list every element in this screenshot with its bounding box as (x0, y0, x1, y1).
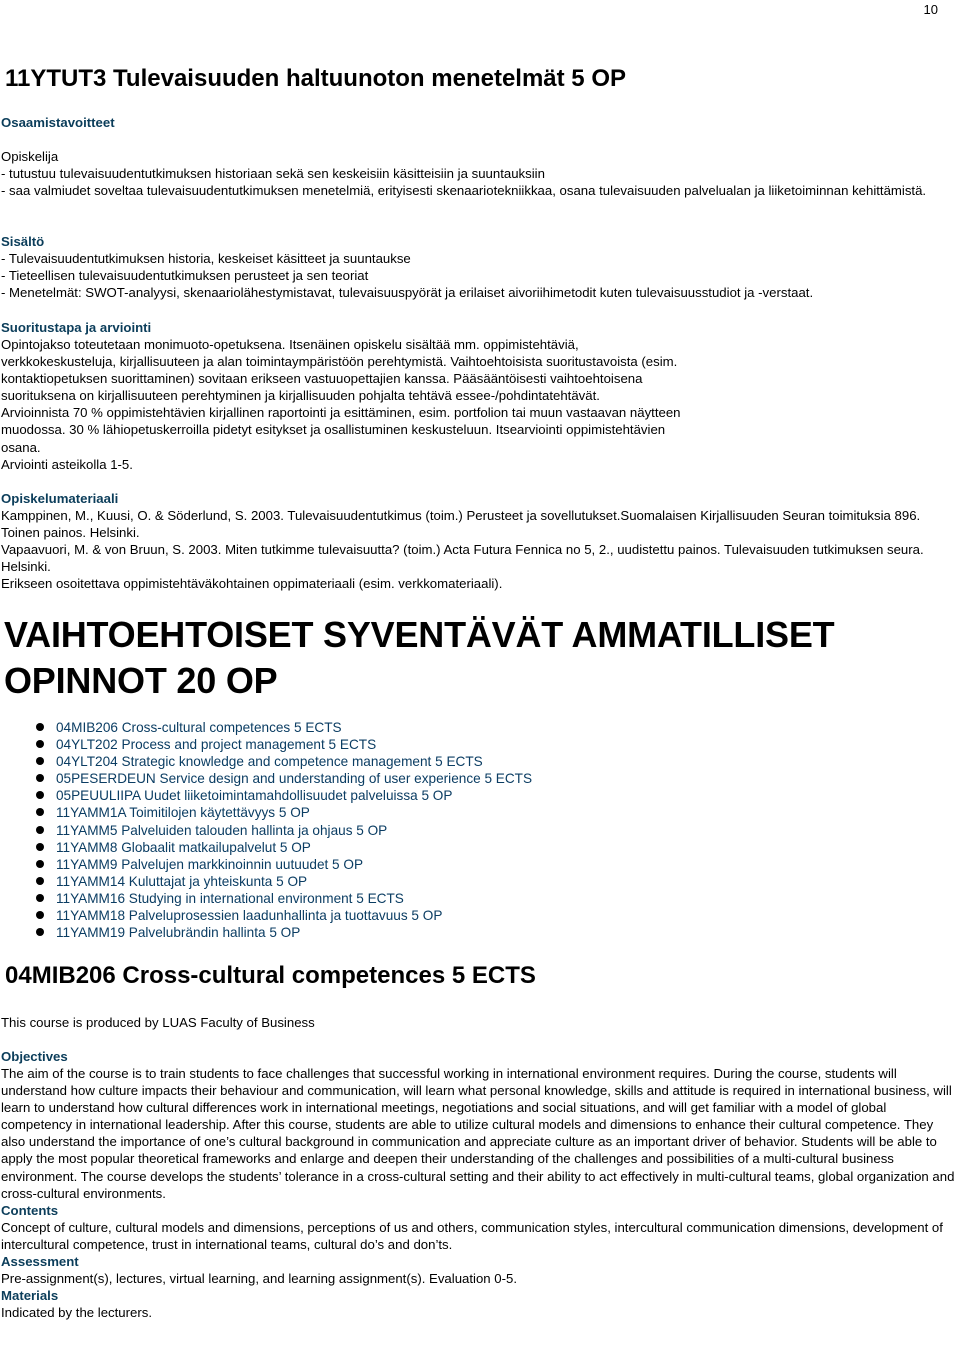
page-number: 10 (923, 2, 938, 17)
assessment-text: Pre-assignment(s), lectures, virtual learning, and learning assignment(s). Evaluation 0-5. (1, 1270, 518, 1286)
course-link[interactable]: 11YAMM9 Palvelujen markkinoinnin uutuudet 5 OP (56, 856, 364, 872)
list-item (56, 804, 532, 821)
materials-item: Vapaavuori, M. & von Bruun, S. 2003. Miten tutkimme tulevaisuutta? (toim.) Acta Futura Fennica no 5, 2., uudistettu painos. Tulevaisuuden tutkimuksen seura. Helsinki. (1, 542, 924, 575)
list-item (56, 839, 532, 856)
assessment-heading: Assessment (1, 1253, 79, 1269)
list-item (56, 719, 532, 736)
producer-text: This course is produced by LUAS Faculty of Business (1, 1015, 315, 1030)
materials-text: Indicated by the lecturers. (1, 1305, 153, 1321)
content-line: - Tieteellisen tulevaisuudentutkimuksen perusteet ja sen teoriat (1, 268, 369, 284)
course-link[interactable]: 11YAMM1A Toimitilojen käytettävyys 5 OP (56, 805, 310, 821)
course-link[interactable]: 11YAMM14 Kuluttajat ja yhteiskunta 5 OP (56, 873, 308, 889)
bullet-icon (36, 740, 44, 748)
bullet-icon (36, 877, 44, 885)
contents-heading: Contents (1, 1202, 59, 1218)
objectives-section (1, 114, 957, 199)
bullet-icon (36, 774, 44, 782)
assessment-line: Arviointi asteikolla 1-5. (1, 456, 133, 472)
course-link[interactable]: 11YAMM5 Palveluiden talouden hallinta ja ohjaus 5 OP (56, 822, 388, 838)
bullet-icon (36, 894, 44, 902)
bullet-icon (36, 911, 44, 919)
course-link[interactable]: 11YAMM19 Palvelubrändin hallinta 5 OP (56, 925, 301, 941)
bullet-icon (36, 860, 44, 868)
course-link[interactable]: 04MIB206 Cross-cultural competences 5 ECTS (56, 720, 342, 735)
content-line: - Tulevaisuudentutkimuksen historia, keskeiset käsitteet ja suuntaukse (1, 251, 411, 266)
objectives-heading: Objectives (1, 1049, 68, 1064)
course-title: 11YTUT3 Tulevaisuuden haltuunoton menetelmät 5 OP (5, 65, 626, 92)
list-item (56, 924, 532, 941)
bullet-icon (36, 723, 44, 731)
materials-heading: Materials (1, 1288, 59, 1304)
producer-note (1, 1014, 957, 1031)
course2-details (1, 1048, 957, 1321)
content-heading: Sisältö (1, 234, 45, 249)
bullet-icon (36, 928, 44, 936)
list-item (56, 856, 532, 873)
assessment-section (1, 319, 957, 473)
list-item (56, 822, 532, 839)
assessment-line: osana. (1, 439, 41, 455)
assessment-line: Opintojakso toteutetaan monimuoto-opetuksena. Itsenäinen opiskelu sisältää mm. oppimistehtäviä, (1, 337, 579, 352)
course-link[interactable]: 05PESERDEUN Service design and understanding of user experience 5 ECTS (56, 771, 533, 787)
list-item (56, 787, 532, 804)
contents-text: Concept of culture, cultural models and dimensions, perceptions of us and others, communication styles, intercultural communication dimensions, development of intercultural competence, trust in international teams, cultural do’s and don’ts. (1, 1219, 943, 1252)
bullet-icon (36, 791, 44, 799)
course-link[interactable]: 11YAMM8 Globaalit matkailupalvelut 5 OP (56, 839, 311, 855)
materials-item: Erikseen osoitettava oppimistehtäväkohtainen oppimateriaali (esim. verkkomateriaali). (1, 576, 503, 592)
content-line: - Menetelmät: SWOT-analyysi, skenaariolähestymistavat, tulevaisuuspyörät ja erilaiset aivoriihimetodit kuten tulevaisuusstudiot ja -verstaat. (1, 285, 814, 301)
list-item (56, 753, 532, 770)
objectives-line: Opiskelija (1, 149, 59, 164)
objectives-line: - tutustuu tulevaisuudentutkimuksen historiaan sekä sen keskeisiin käsitteisiin ja suuntauksiin (1, 166, 545, 182)
assessment-line: kontaktiopetuksen suorittaminen) sovitaan erikseen vastuuopettajien kanssa. Pääsääntöisesti vaihtoehtoisena (1, 371, 643, 387)
list-item (56, 770, 532, 787)
course-link[interactable]: 11YAMM16 Studying in international environment 5 ECTS (56, 890, 404, 906)
course-link-list (0, 719, 532, 941)
materials-heading: Opiskelumateriaali (1, 491, 119, 506)
course-link[interactable]: 04YLT202 Process and project management 5 ECTS (56, 737, 377, 753)
bullet-icon (36, 843, 44, 851)
list-item (56, 873, 532, 890)
course-link[interactable]: 11YAMM18 Palveluprosessien laadunhallinta ja tuottavuus 5 OP (56, 908, 443, 924)
assessment-line: muodossa. 30 % lähiopetuskerroilla pidetyt esitykset ja osallistuminen keskusteluun. Itsearviointi oppimistehtävien (1, 422, 666, 438)
assessment-line: suorituksena on kirjallisuuteen perehtyminen ja kirjallisuuden pohjalta tehtävä essee-/pohdintatehtävät. (1, 388, 600, 404)
assessment-heading: Suoritustapa ja arviointi (1, 320, 152, 335)
assessment-line: Arvioinnista 70 % oppimistehtävien kirjallinen raportointi ja esittäminen, esim. portfolion tai muun vastaavan näytteen (1, 405, 681, 421)
materials-item: Kamppinen, M., Kuusi, O. & Söderlund, S. 2003. Tulevaisuudentutkimus (toim.) Perusteet ja sovellutukset.Suomalaisen Kirjallisuuden Seuran toimituksia 896. Toinen painos. Helsinki. (1, 508, 921, 541)
content-section (1, 233, 957, 301)
bullet-icon (36, 826, 44, 834)
section-title: VAIHTOEHTOISET SYVENTÄVÄT AMMATILLISET OPINNOT 20 OP (4, 614, 835, 701)
objectives-line: - saa valmiudet soveltaa tulevaisuudentutkimuksen menetelmiä, erityisesti skenaariotekniikkaa, osana tulevaisuuden palvelualan ja liiketoiminnan kehittämistä. (1, 183, 927, 199)
materials-section (1, 490, 957, 592)
bullet-icon (36, 757, 44, 765)
assessment-line: verkkokeskusteluja, kirjallisuuteen ja alan toimintaympäristöön perehtymistä. Vaihtoehtoisista suoritustavoista (esim. (1, 354, 678, 370)
list-item (56, 890, 532, 907)
list-item (56, 907, 532, 924)
list-item (56, 736, 532, 753)
bullet-icon (36, 808, 44, 816)
course-link[interactable]: 04YLT204 Strategic knowledge and competence management 5 ECTS (56, 754, 483, 770)
objectives-heading: Osaamistavoitteet (1, 115, 115, 130)
course-link[interactable]: 05PEUULIIPA Uudet liiketoimintamahdollisuudet palveluissa 5 OP (56, 788, 453, 804)
course-title: 04MIB206 Cross-cultural competences 5 ECTS (5, 962, 536, 989)
objectives-text: The aim of the course is to train students to face challenges that successful working in international environment requires. During the course, students will understand how culture impacts their behaviour and communication, will learn what personal knowledge, skills and attitude is required in international business, will learn to understand how cultural differences work in international meetings, negotiations and social situations, and will get familiar with a model of global competency in international leadership. After this course, students are able to utilize cultural models and dimensions to enhance their cultural competence. They also understand the importance of one’s cultural background in communication and appreciate culture as an important driver of behavior. Students will be able to apply the most popular theoretical frameworks and enlarge and deepen their understanding of the challenges and possibilities of a multi-cultural business environment. The course develops the students’ tolerance in a cross-cultural setting and their ability to act effectively in multi-cultural teams, global organization and cross-cultural environments. (1, 1066, 955, 1201)
